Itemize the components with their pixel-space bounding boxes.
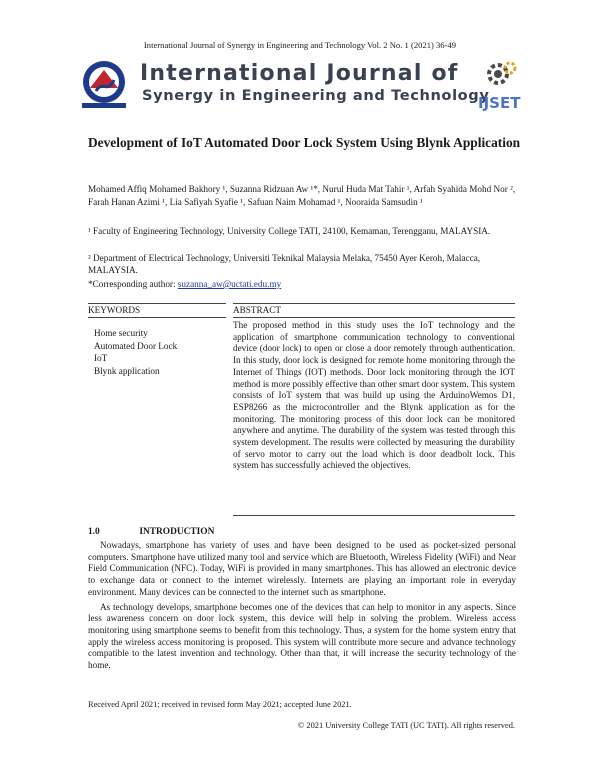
corresponding-author bbox=[88, 279, 281, 289]
section-number: 1.0 bbox=[88, 527, 100, 537]
banner-badge: IJSET bbox=[478, 94, 521, 112]
corresponding-label: *Corresponding author: bbox=[88, 279, 176, 289]
section-heading bbox=[88, 527, 214, 537]
keyword-item: IoT bbox=[94, 353, 108, 363]
keywords-header: KEYWORDS bbox=[88, 303, 226, 318]
abstract-divider bbox=[233, 515, 515, 516]
abstract-text: The proposed method in this study uses the IoT technology and the application of smartphone communication technology to conventional device (door lock) to open or close a door remotely through authentication. In this study, door lock is designed for remote home monitoring through the Internet of Things (IOT) methods. Door lock monitoring through the IOT method is more possibly effective than other smart door system. This system consists of IoT system that was build up using the ArduinoWemos D1, ESP8266 as the microcontroller and the Blynk application as for the monitoring. The monitoring process of this door lock can be monitored anywhere and anytime. The durability of the system was tested through this system development. The results were collected by measuring the durability of servo motor to carry out the load which is door deadbolt lock. This system has successfully achieved the objectives. bbox=[233, 320, 515, 471]
affiliation-2: ² Department of Electrical Technology, Universiti Teknikal Malaysia Melaka, 75450 Ayer Keroh, Malacca, MALAYSIA. bbox=[88, 253, 481, 275]
keyword-item: Automated Door Lock bbox=[94, 340, 178, 351]
keyword-list bbox=[94, 327, 177, 377]
journal-banner bbox=[80, 58, 521, 114]
running-head: International Journal of Synergy in Engineering and Technology Vol. 2 No. 1 (2021) 36-49 bbox=[143, 40, 457, 50]
corresponding-email-link[interactable]: suzanna_aw@uctati.edu.my bbox=[177, 279, 282, 289]
section-title: INTRODUCTION bbox=[139, 527, 215, 537]
section-body bbox=[88, 540, 516, 675]
paragraph: As technology develops, smartphone becomes one of the devices that can help to monitor in any aspects. Since less awareness concern on door lock system, this device will help in solving the problem. Wireless access monitoring using smartphone seems to benefit from this technology. Thus, a system for the home system entry that apply the wireless access monitoring is proposed. This system will contribute more secure and advance technology compatible to the latest invention and technology. Other than that, it will increase the security technology of the home. bbox=[88, 601, 516, 671]
abstract-header: ABSTRACT bbox=[233, 303, 515, 318]
journal-logo-icon bbox=[80, 58, 136, 114]
banner-title-line1: International Journal of bbox=[140, 61, 459, 86]
keyword-item: Blynk application bbox=[94, 365, 160, 376]
author-list: Mohamed Affiq Mohamed Bakhory ¹, Suzanna Ridzuan Aw ¹*, Nurul Huda Mat Tahir ¹, Arfah Syahida Mohd Nor ², Farah Hanan Azimi ¹, Lia Safiyah Syafie ¹, Safuan Naim Mohamad ¹, Nooraida Samsudin ¹ bbox=[88, 184, 516, 207]
paragraph: Nowadays, smartphone has variety of uses and have been designed to be used as pocket-sized personal computers. Smartphone have utilized many tool and service which are Bluetooth, Wireless Fidelity (WiFi) and Near Field Communication (NFC). Today, WiFi is provided in many smartphones. This has allowed an electronic device to exchange data or connect to the internet wirelessly. Internets are playing an important role in everyday environment. Many devices can be connected to the internet such as smartphone. bbox=[88, 540, 516, 597]
received-dates: Received April 2021; received in revised form May 2021; accepted June 2021. bbox=[88, 700, 352, 709]
keyword-item: Home security bbox=[94, 328, 148, 338]
copyright-notice: © 2021 University College TATI (UC TATI). All rights reserved. bbox=[297, 721, 515, 730]
affiliation-1: ¹ Faculty of Engineering Technology, University College TATI, 24100, Kemaman, Terengganu, MALAYSIA. bbox=[88, 226, 491, 236]
paper-title: Development of IoT Automated Door Lock System Using Blynk Application bbox=[88, 135, 521, 150]
banner-title-line2: Synergy in Engineering and Technology bbox=[142, 87, 490, 104]
